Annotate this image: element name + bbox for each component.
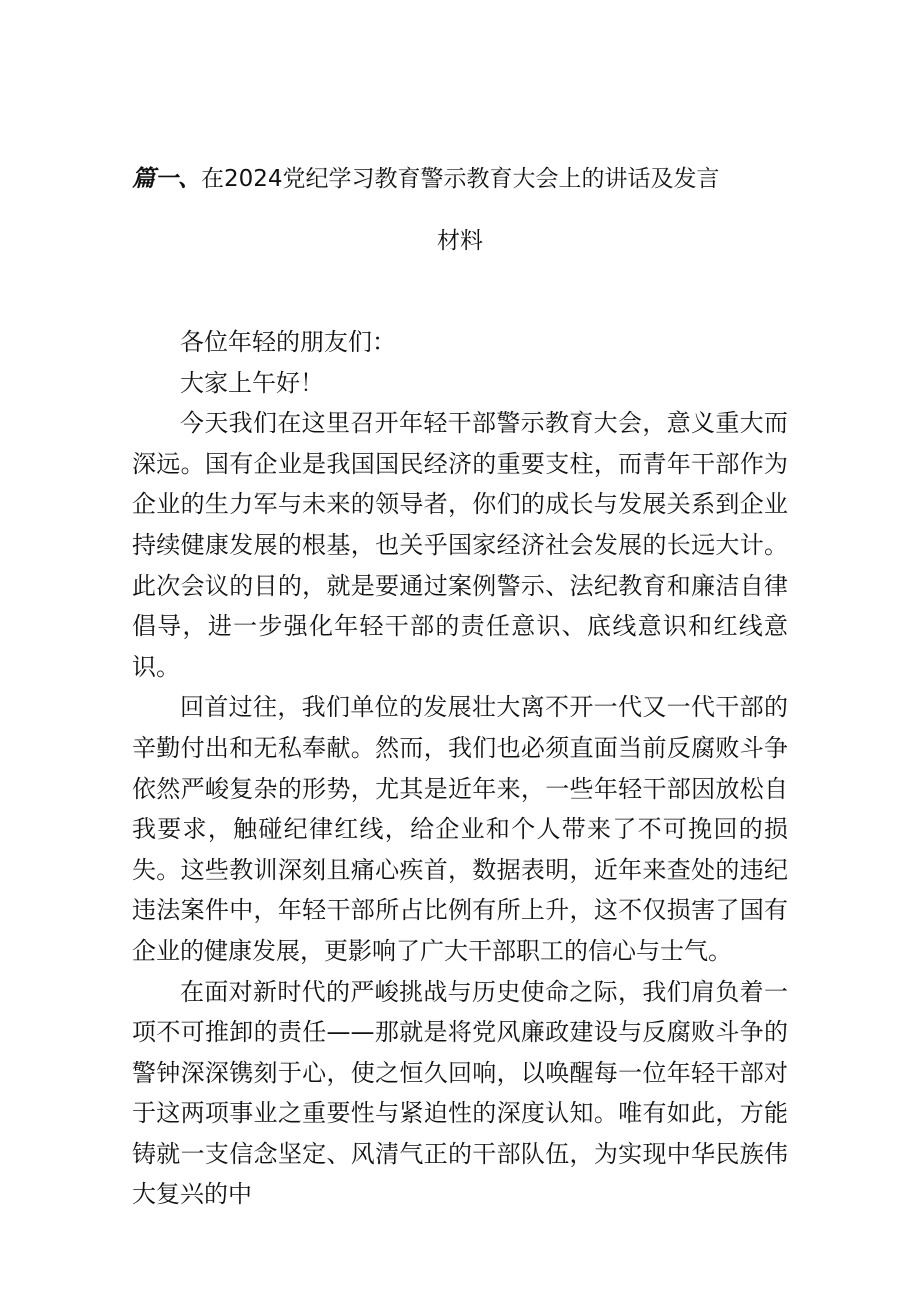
greeting: 大家上午好！ [180, 368, 324, 397]
title-prefix: 篇一、 [132, 166, 201, 192]
body-paragraph: 在面对新时代的严峻挑战与历史使命之际，我们肩负着一项不可推卸的责任——那就是将党风廉政建设与反腐败斗争的警钟深深镌刻于心，使之恒久回响，以唤醒每一位年轻干部对于这两项事业之重要性与紧迫性的深度认知。唯有如此，方能铸就一支信念坚定、风清气正的干部队伍，为实现中华民族伟大复兴的中 [132, 977, 788, 1209]
title-text: 在2024党纪学习教育警示教育大会上的讲话及发言 [201, 166, 720, 192]
salutation: 各位年轻的朋友们： [180, 328, 396, 356]
document-title-continuation: 材料 [437, 228, 483, 254]
document-title [132, 160, 832, 198]
body-paragraph: 回首过往，我们单位的发展壮大离不开一代又一代干部的辛勤付出和无私奉献。然而，我们也必须直面当前反腐败斗争依然严峻复杂的形势，尤其是近年来，一些年轻干部因放松自我要求，触碰纪律红线，给企业和个人带来了不可挽回的损失。这些教训深刻且痛心疾首，数据表明，近年来查处的违纪违法案件中，年轻干部所占比例有所上升，这不仅损害了国有企业的健康发展，更影响了广大干部职工的信心与士气。 [132, 693, 788, 965]
document-body [132, 322, 788, 1215]
body-paragraph: 今天我们在这里召开年轻干部警示教育大会，意义重大而深远。国有企业是我国国民经济的重要支柱，而青年干部作为企业的生力军与未来的领导者，你们的成长与发展关系到企业持续健康发展的根基，也关乎国家经济社会发展的长远大计。此次会议的目的，就是要通过案例警示、法纪教育和廉洁自律倡导，进一步强化年轻干部的责任意识、底线意识和红线意识。 [132, 409, 788, 681]
